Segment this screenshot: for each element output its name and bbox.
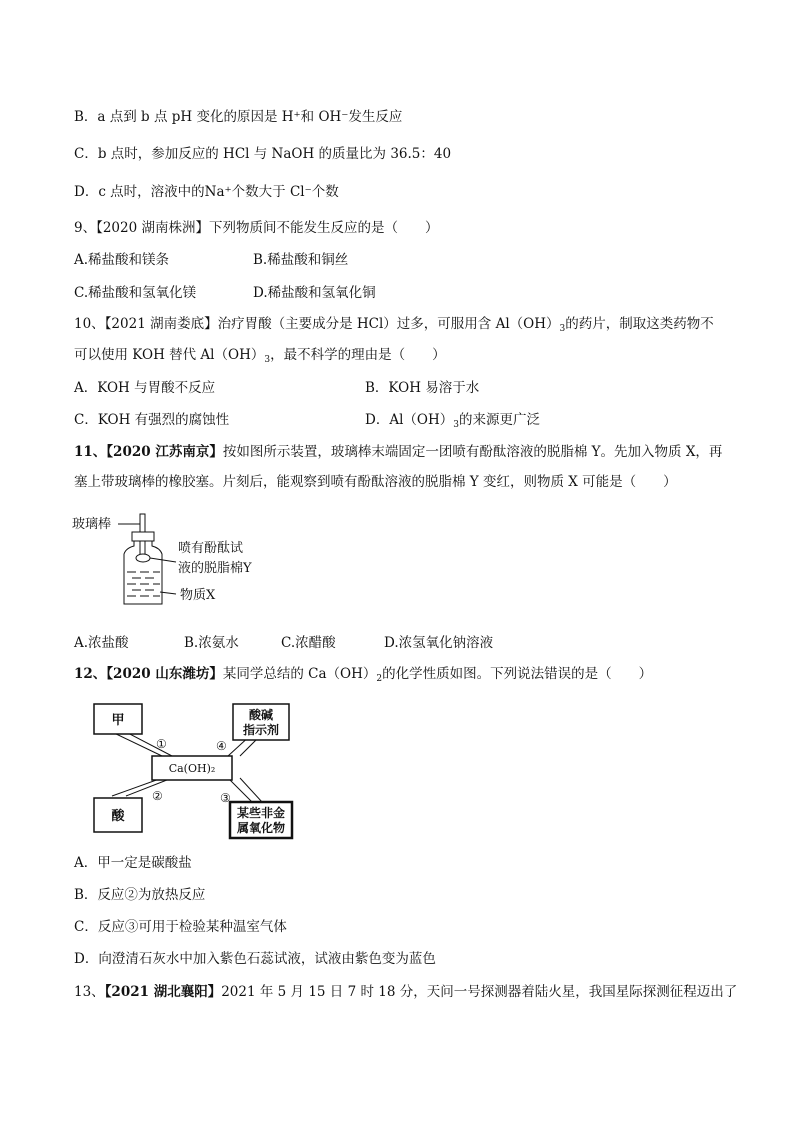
q12-subscript: 2 (376, 674, 383, 684)
q10-number: 10、 (74, 316, 105, 332)
q11-text-1: 按如图所示装置，玻璃棒末端固定一团喷有酚酞溶液的脱脂棉 Y。先加入物质 X，再 (222, 444, 723, 460)
q12-stem (74, 664, 652, 689)
reaction-3-label: ③ (220, 791, 231, 805)
box-acid-label: 酸 (111, 809, 125, 824)
q11-stem-line2: 塞上带玻璃棒的橡胶塞。片刻后，能观察到喷有酚酞溶液的脱脂棉 Y 变红，则物质 X 可能是（ ） (74, 474, 677, 490)
q9-option-b: B.稀盐酸和铜丝 (253, 252, 349, 268)
q11-option-c: C.浓醋酸 (281, 635, 336, 651)
q12-option-c: C．反应③可用于检验某种温室气体 (74, 919, 287, 935)
q12-number: 12、 (74, 666, 107, 682)
q9-stem (74, 218, 439, 238)
reaction-2-label: ② (152, 789, 163, 803)
q9-source: 【2020 湖南株洲】 (96, 220, 209, 236)
box-oxide-label-1: 某些非金 (236, 806, 286, 820)
q10-text-b: 的药片，制取这类药物不 (565, 316, 714, 332)
q10-source: 【2021 湖南娄底】 (104, 316, 218, 332)
q11-source: 【2020 江苏南京】 (106, 444, 223, 460)
q8-option-b: B．a 点到 b 点 pH 变化的原因是 H⁺和 OH⁻发生反应 (74, 109, 403, 125)
q10-subscript: 3 (559, 324, 566, 334)
q11-number: 11、 (74, 444, 107, 460)
q12-text-b: 的化学性质如图。下列说法错误的是（ ） (382, 666, 653, 682)
q9-option-d: D.稀盐酸和氢氧化铜 (253, 285, 376, 301)
q13-number: 13、 (74, 984, 105, 1000)
q11-cotton-label-1: 喷有酚酞试 (178, 541, 244, 556)
q9-option-a: A.稀盐酸和镁条 (74, 252, 170, 268)
q10-option-b: B．KOH 易溶于水 (365, 380, 480, 396)
q11-stem-line1 (74, 442, 722, 462)
q11-cotton-label-2: 液的脱脂棉Y (178, 561, 252, 576)
q10-stem-line1 (74, 314, 714, 339)
q9-number: 9、 (74, 220, 97, 236)
box-center-label: Ca(OH)₂ (168, 762, 216, 775)
stopper-icon (132, 532, 154, 541)
box-indicator-label-1: 酸碱 (248, 708, 274, 722)
q9-option-c: C.稀盐酸和氢氧化镁 (74, 285, 197, 301)
q10-option-d-text-b: 的来源更广泛 (458, 412, 540, 428)
q13-source: 【2021 湖北襄阳】 (104, 984, 222, 1000)
box-oxide-label-2: 属氧化物 (236, 821, 286, 835)
liquid-icon (127, 572, 160, 596)
box-indicator-label-2: 指示剂 (242, 723, 280, 737)
q10-subscript-2: 3 (264, 355, 271, 365)
q13-text: 2021 年 5 月 15 日 7 时 18 分，天问一号探测器着陆火星，我国星际探测征程迈出了 (221, 984, 738, 1000)
q12-source: 【2020 山东潍坊】 (106, 666, 223, 682)
cotton-icon (136, 554, 150, 562)
q10-text-d: ，最不科学的理由是（ ） (270, 347, 446, 363)
q8-option-d: D．c 点时，溶液中的Na⁺个数大于 Cl⁻个数 (74, 184, 339, 200)
q11-option-b: B.浓氨水 (184, 635, 239, 651)
q10-option-d-text-a: D．Al（OH） (365, 412, 454, 428)
reaction-4-label: ④ (216, 739, 227, 753)
box-jia-label: 甲 (111, 713, 125, 728)
q11-option-a: A.浓盐酸 (74, 635, 129, 651)
q12-option-b: B．反应②为放热反应 (74, 887, 206, 903)
q10-option-d (365, 410, 540, 435)
q10-option-d-subscript: 3 (453, 420, 459, 430)
q12-text-a: 某同学总结的 Ca（OH） (222, 666, 377, 682)
q10-stem-line2 (74, 345, 446, 370)
q12-option-a: A．甲一定是碳酸盐 (74, 855, 192, 871)
q10-option-c: C．KOH 有强烈的腐蚀性 (74, 412, 230, 428)
reaction-1-label: ① (156, 737, 167, 751)
q10-text-c: 可以使用 KOH 替代 Al（OH） (74, 347, 265, 363)
q11-substance-label: 物质X (180, 588, 216, 603)
q9-text: 下列物质间不能发生反应的是（ ） (209, 220, 439, 236)
q12-option-d: D．向澄清石灰水中加入紫色石蕊试液，试液由紫色变为蓝色 (74, 951, 436, 967)
q8-option-c: C．b 点时，参加反应的 HCl 与 NaOH 的质量比为 36.5：40 (74, 146, 452, 162)
q10-option-a: A．KOH 与胃酸不反应 (74, 380, 216, 396)
q11-rod-label: 玻璃棒 (72, 517, 112, 532)
q11-apparatus-figure (70, 510, 290, 610)
q13-stem (74, 982, 737, 1002)
q12-property-diagram (90, 700, 302, 842)
q10-text-a: 治疗胃酸（主要成分是 HCl）过多，可服用含 Al（OH） (217, 316, 560, 332)
q11-option-d: D.浓氢氧化钠溶液 (384, 635, 494, 651)
